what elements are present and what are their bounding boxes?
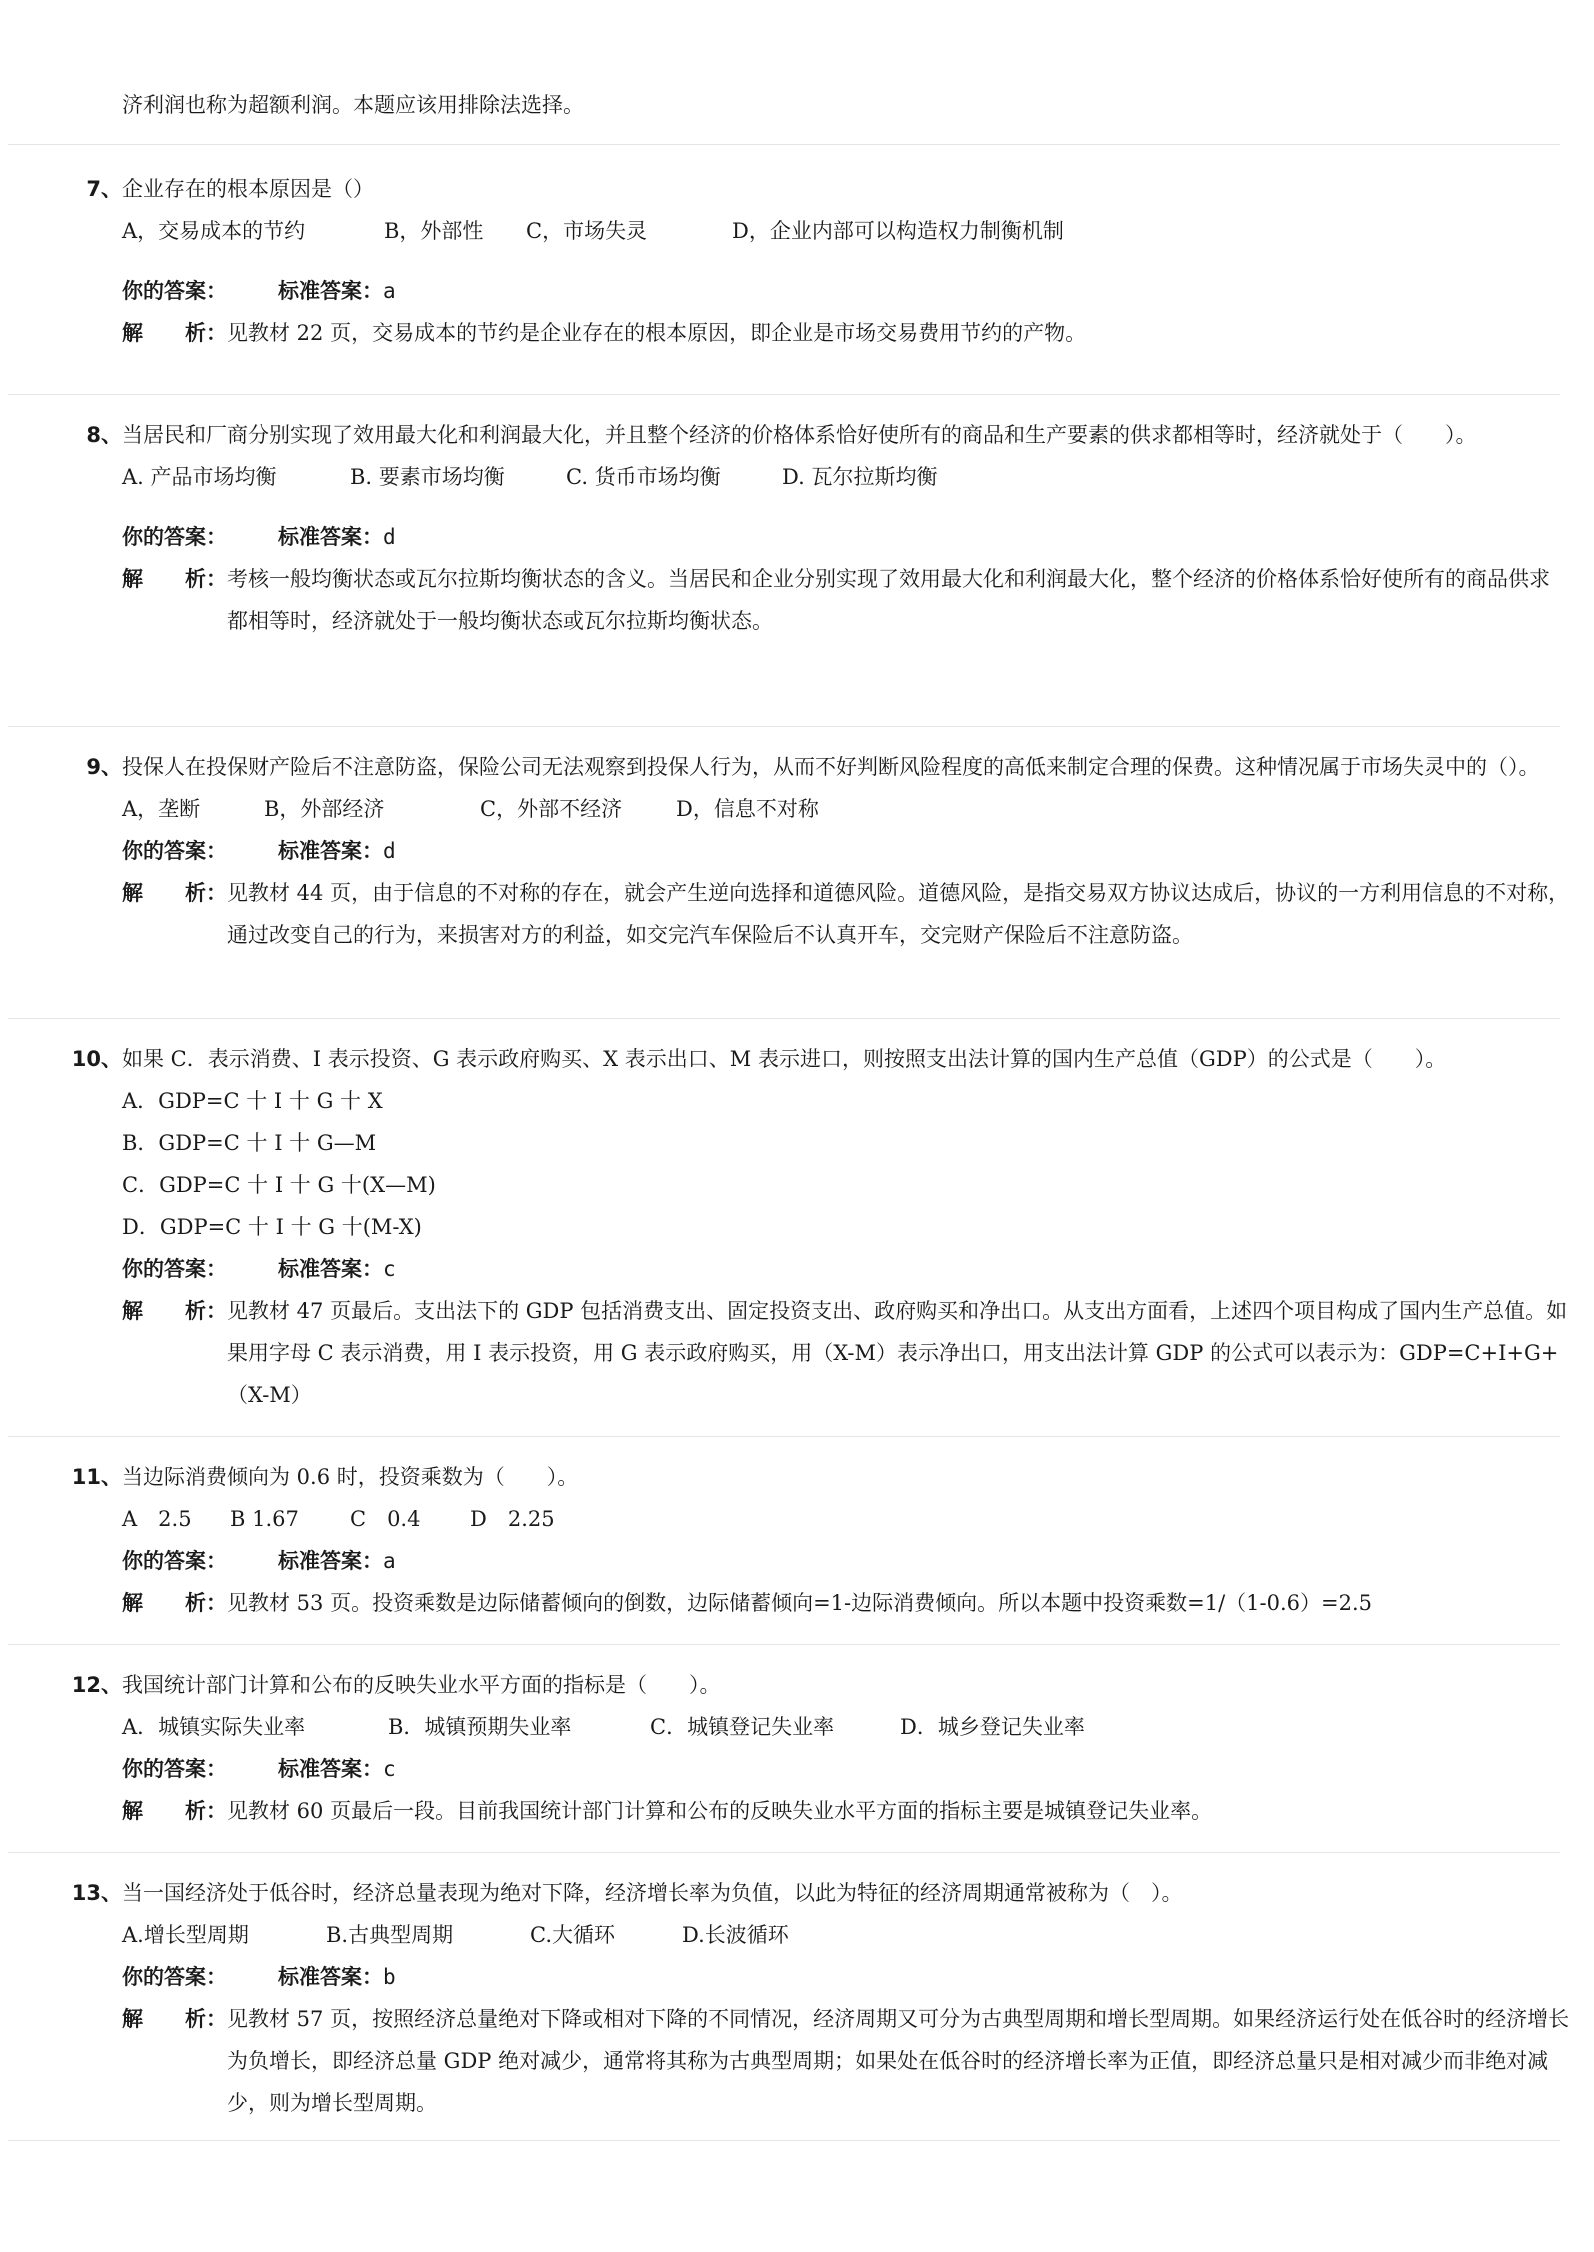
option-d: D，信息不对称	[676, 797, 819, 821]
your-answer-label: 你的答案：	[122, 279, 227, 303]
your-answer-label: 你的答案：	[122, 1965, 227, 1989]
option-d: D 2.25	[470, 1507, 555, 1531]
divider	[8, 2140, 1560, 2141]
option-a: A，交易成本的节约	[122, 219, 306, 243]
standard-answer-value: b	[383, 1965, 396, 1989]
option-a: A．城镇实际失业率	[122, 1715, 306, 1739]
option-a: A．GDP=C 十 I 十 G 十 X	[122, 1089, 383, 1113]
option-a: A，垄断	[122, 797, 201, 821]
options	[122, 1498, 1570, 1540]
option-d: D.长波循环	[682, 1923, 789, 1947]
standard-answer-label: 标准答案：	[278, 279, 383, 303]
standard-answer-label: 标准答案：	[278, 525, 383, 549]
explanation-text: 见教材 44 页，由于信息的不对称的存在，就会产生逆向选择和道德风险。道德风险，是指交易双方协议达成后，协议的一方利用信息的不对称，通过改变自己的行为，来损害对方的利益，如交完汽车保险后不认真开车，交完财产保险后不注意防盗。	[227, 881, 1570, 947]
option-c: C．城镇登记失业率	[650, 1715, 835, 1739]
answer-row	[122, 830, 1570, 872]
explanation	[122, 1998, 1570, 2124]
explanation	[122, 872, 1570, 956]
standard-answer-label: 标准答案：	[278, 839, 383, 863]
question-text: 当一国经济处于低谷时，经济总量表现为绝对下降，经济增长率为负值，以此为特征的经济周期通常被称为（ ）。	[122, 1881, 1183, 1905]
option-b: B，外部经济	[264, 797, 385, 821]
option-d: D．城乡登记失业率	[900, 1715, 1085, 1739]
explanation-label: 解 析：	[122, 567, 227, 591]
option-c: C. 货币市场均衡	[566, 465, 721, 489]
option-b: B．城镇预期失业率	[388, 1715, 572, 1739]
divider	[8, 726, 1560, 727]
explanation-text: 见教材 53 页。投资乘数是边际储蓄倾向的倒数，边际储蓄倾向=1-边际消费倾向。所以本题中投资乘数=1/（1-0.6）=2.5	[227, 1591, 1372, 1615]
question-12	[70, 1664, 1570, 1832]
question-number: 12、	[71, 1673, 122, 1697]
option-c: C，外部不经济	[480, 797, 623, 821]
option-c: C．GDP=C 十 I 十 G 十(X—M)	[122, 1173, 436, 1197]
option-c: C.大循环	[530, 1923, 615, 1947]
answer-row	[122, 1956, 1570, 1998]
standard-answer-label: 标准答案：	[278, 1549, 383, 1573]
explanation-label: 解 析：	[122, 321, 227, 345]
explanation-label: 解 析：	[122, 2007, 227, 2031]
question-text: 我国统计部门计算和公布的反映失业水平方面的指标是（ ）。	[122, 1673, 721, 1697]
option-d: D，企业内部可以构造权力制衡机制	[732, 219, 1064, 243]
your-answer-label: 你的答案：	[122, 839, 227, 863]
divider	[8, 1852, 1560, 1853]
question-11	[70, 1456, 1570, 1624]
question-number: 9、	[86, 755, 122, 779]
options	[122, 788, 1570, 830]
explanation-label: 解 析：	[122, 1799, 227, 1823]
explanation-label: 解 析：	[122, 1299, 227, 1323]
question-text: 当边际消费倾向为 0.6 时，投资乘数为（ ）。	[122, 1465, 579, 1489]
divider	[8, 1644, 1560, 1645]
standard-answer-label: 标准答案：	[278, 1757, 383, 1781]
option-b: B.古典型周期	[326, 1923, 454, 1947]
option-b: B．GDP=C 十 I 十 G—M	[122, 1131, 377, 1155]
your-answer-label: 你的答案：	[122, 1757, 227, 1781]
explanation	[122, 1582, 1570, 1624]
question-text: 当居民和厂商分别实现了效用最大化和利润最大化，并且整个经济的价格体系恰好使所有的商品和生产要素的供求都相等时，经济就处于（ ）。	[122, 423, 1477, 447]
intro-text: 济利润也称为超额利润。本题应该用排除法选择。	[122, 93, 584, 117]
question-13	[70, 1872, 1570, 2124]
question-text: 投保人在投保财产险后不注意防盗，保险公司无法观察到投保人行为，从而不好判断风险程度的高低来制定合理的保费。这种情况属于市场失灵中的（）。	[122, 755, 1540, 779]
your-answer-label: 你的答案：	[122, 525, 227, 549]
option-a: A.增长型周期	[122, 1923, 249, 1947]
your-answer-label: 你的答案：	[122, 1257, 227, 1281]
question-number: 7、	[86, 177, 122, 201]
question-number: 13、	[71, 1881, 122, 1905]
answer-row	[122, 1748, 1570, 1790]
explanation-text: 考核一般均衡状态或瓦尔拉斯均衡状态的含义。当居民和企业分别实现了效用最大化和利润最大化，整个经济的价格体系恰好使所有的商品供求都相等时，经济就处于一般均衡状态或瓦尔拉斯均衡状态。	[227, 567, 1550, 633]
option-a: A 2.5	[122, 1507, 192, 1531]
divider	[8, 1436, 1560, 1437]
options	[122, 1914, 1570, 1956]
standard-answer-label: 标准答案：	[278, 1965, 383, 1989]
explanation	[122, 1790, 1570, 1832]
divider	[8, 144, 1560, 145]
question-10	[70, 1038, 1570, 1416]
question-8	[70, 414, 1570, 642]
answer-row	[122, 270, 1570, 312]
option-c: C 0.4	[350, 1507, 421, 1531]
explanation	[122, 312, 1570, 354]
your-answer-label: 你的答案：	[122, 1549, 227, 1573]
question-text: 如果 C．表示消费、I 表示投资、G 表示政府购买、X 表示出口、M 表示进口，则按照支出法计算的国内生产总值（GDP）的公式是（ ）。	[122, 1047, 1447, 1071]
option-b: B 1.67	[230, 1507, 299, 1531]
question-7	[70, 168, 1570, 354]
divider	[8, 1018, 1560, 1019]
question-9	[70, 746, 1570, 956]
answer-row	[122, 1540, 1570, 1582]
option-d: D. 瓦尔拉斯均衡	[782, 465, 938, 489]
divider	[8, 394, 1560, 395]
explanation-text: 见教材 60 页最后一段。目前我国统计部门计算和公布的反映失业水平方面的指标主要是城镇登记失业率。	[227, 1799, 1213, 1823]
explanation	[122, 558, 1570, 642]
option-b: B，外部性	[384, 219, 484, 243]
explanation-text: 见教材 47 页最后。支出法下的 GDP 包括消费支出、固定投资支出、政府购买和净出口。从支出方面看，上述四个项目构成了国内生产总值。如果用字母 C 表示消费，用 I 表示投资，用 G 表示政府购买，用（X-M）表示净出口，用支出法计算 GDP 的公式可以表示为：GDP=C+I+G+（X-M）	[227, 1299, 1568, 1407]
options	[122, 1706, 1570, 1748]
standard-answer-value: a	[383, 279, 396, 303]
option-d: D．GDP=C 十 I 十 G 十(M-X)	[122, 1215, 422, 1239]
standard-answer-value: c	[383, 1257, 396, 1281]
standard-answer-value: d	[383, 525, 396, 549]
standard-answer-value: c	[383, 1757, 396, 1781]
explanation-label: 解 析：	[122, 1591, 227, 1615]
options	[122, 456, 1570, 498]
options	[122, 210, 1570, 252]
option-a: A. 产品市场均衡	[122, 465, 277, 489]
question-number: 8、	[86, 423, 122, 447]
question-number: 10、	[71, 1047, 122, 1071]
explanation-text: 见教材 57 页，按照经济总量绝对下降或相对下降的不同情况，经济周期又可分为古典型周期和增长型周期。如果经济运行处在低谷时的经济增长为负增长，即经济总量 GDP 绝对减少，通常将其称为古典型周期；如果处在低谷时的经济增长率为正值，即经济总量只是相对减少而非绝对减少，则为增长型周期。	[227, 2007, 1570, 2115]
standard-answer-value: a	[383, 1549, 396, 1573]
standard-answer-value: d	[383, 839, 396, 863]
explanation-text: 见教材 22 页，交易成本的节约是企业存在的根本原因，即企业是市场交易费用节约的产物。	[227, 321, 1087, 345]
question-text: 企业存在的根本原因是（）	[122, 177, 374, 201]
explanation	[122, 1290, 1570, 1416]
explanation-label: 解 析：	[122, 881, 227, 905]
option-c: C，市场失灵	[526, 219, 648, 243]
answer-row	[122, 516, 1570, 558]
question-number: 11、	[71, 1465, 122, 1489]
standard-answer-label: 标准答案：	[278, 1257, 383, 1281]
answer-row	[122, 1248, 1570, 1290]
option-b: B. 要素市场均衡	[350, 465, 505, 489]
